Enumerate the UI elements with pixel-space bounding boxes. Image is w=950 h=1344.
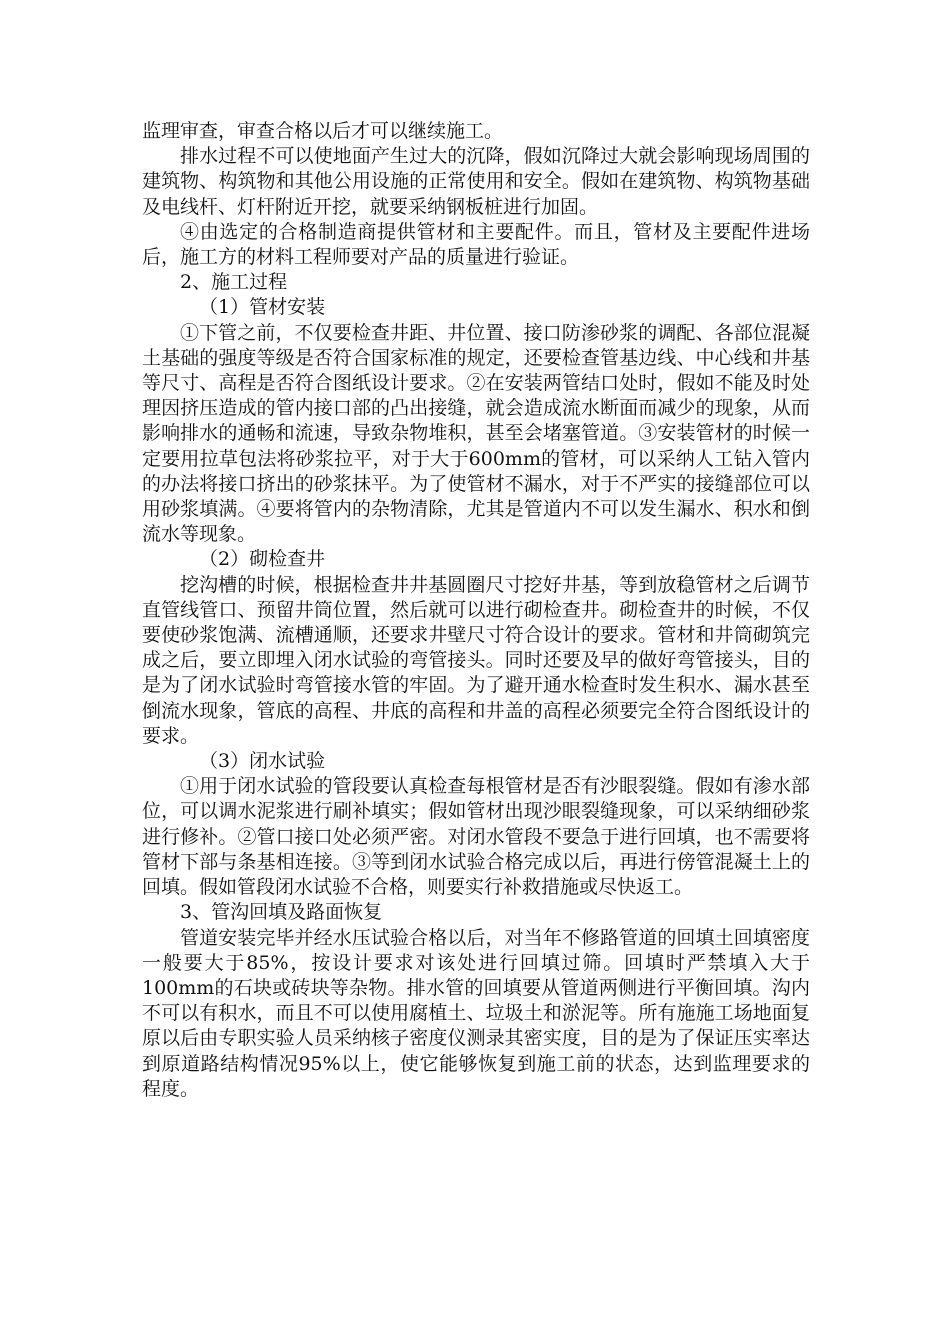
paragraph-inspection-well: 挖沟槽的时候，根据检查井井基圆圈尺寸挖好井基，等到放稳管材之后调节直管线管口、预留井筒位置，然后就可以进行砌检查井。砌检查井的时候，不仅要使砂浆饱满、流槽通顺，还要求井壁尺寸符合设计的要求。管材和井筒砌筑完成之后，要立即埋入闭水试验的弯管接头。同时还要及早的做好弯管接头，目的是为了闭水试验时弯管接水管的牢固。为了避开通水检查时发生积水、漏水甚至倒流水现象，管底的高程、井底的高程和井盖的高程必须要完全符合图纸设计的要求。 xyxy=(142,573,810,747)
paragraph-backfill-restoration: 管道安装完毕并经水压试验合格以后，对当年不修路管道的回填土回填密度一般要大于85%，按设计要求对该处进行回填过筛。回填时严禁填入大于100mm的石块或砖块等杂物。排水管的回填要从管道两侧进行平衡回填。沟内不可以有积水，而且不可以使用腐植土、垃圾土和淤泥等。所有施施工场地面复原以后由专职实验人员采纳核子密度仪测录其密实度，目的是为了保证压实率达到原道路结构情况95%以上，使它能够恢复到施工前的状态，达到监理要求的程度。 xyxy=(142,926,810,1100)
document-page xyxy=(142,119,810,1102)
paragraph-closed-water-test: ①用于闭水试验的管段要认真检查每根管材是否有沙眼裂缝。假如有渗水部位，可以调水泥浆进行刷补填实；假如管材出现沙眼裂缝现象，可以采纳细砂浆进行修补。②管口接口处必须严密。对闭水管段不要急于进行回填，也不需要将管材下部与条基相连接。③等到闭水试验合格完成以后，再进行傍管混凝土上的回填。假如管段闭水试验不合格，则要实行补救措施或尽快返工。 xyxy=(142,775,810,899)
paragraph-continuation: 监理审查，审查合格以后才可以继续施工。 xyxy=(142,120,504,142)
paragraph-drainage-settlement: 排水过程不可以使地面产生过大的沉降，假如沉降过大就会影响现场周围的建筑物、构筑物和其他公用设施的正常使用和安全。假如在建筑物、构筑物基础及电线杆、灯杆附近开挖，就要采纳钢板桩进行加固。 xyxy=(142,145,810,218)
subsection-heading-pipe-installation: （1）管材安装 xyxy=(199,296,326,319)
paragraph-materials-supply: ④由选定的合格制造商提供管材和主要配件。而且，管材及主要配件进场后，施工方的材料工程师要对产品的质量进行验证。 xyxy=(142,220,810,269)
subsection-heading-inspection-well: （2）砌检查井 xyxy=(199,548,326,571)
section-heading-backfill-restoration: 3、管沟回填及路面恢复 xyxy=(180,901,383,924)
subsection-heading-closed-water-test: （3）闭水试验 xyxy=(199,750,326,773)
section-heading-construction-process: 2、施工过程 xyxy=(180,271,288,294)
paragraph-pipe-installation: ①下管之前，不仅要检查井距、井位置、接口防渗砂浆的调配、各部位混凝土基础的强度等级是否符合国家标准的规定，还要检查管基边线、中心线和井基等尺寸、高程是否符合图纸设计要求。②在安装两管结口处时，假如不能及时处理因挤压造成的管内接口部的凸出接缝，就会造成流水断面而减少的现象，从而影响排水的通畅和流速，导致杂物堆积，甚至会堵塞管道。③安装管材的时候一定要用拉草包法将砂浆拉平，对于大于600mm的管材，可以采纳人工钻入管内的办法将接口挤出的砂浆抹平。为了使管材不漏水，对于不严实的接缝部位可以用砂浆填满。④要将管内的杂物清除，尤其是管道内不可以发生漏水、积水和倒流水等现象。 xyxy=(142,321,810,546)
